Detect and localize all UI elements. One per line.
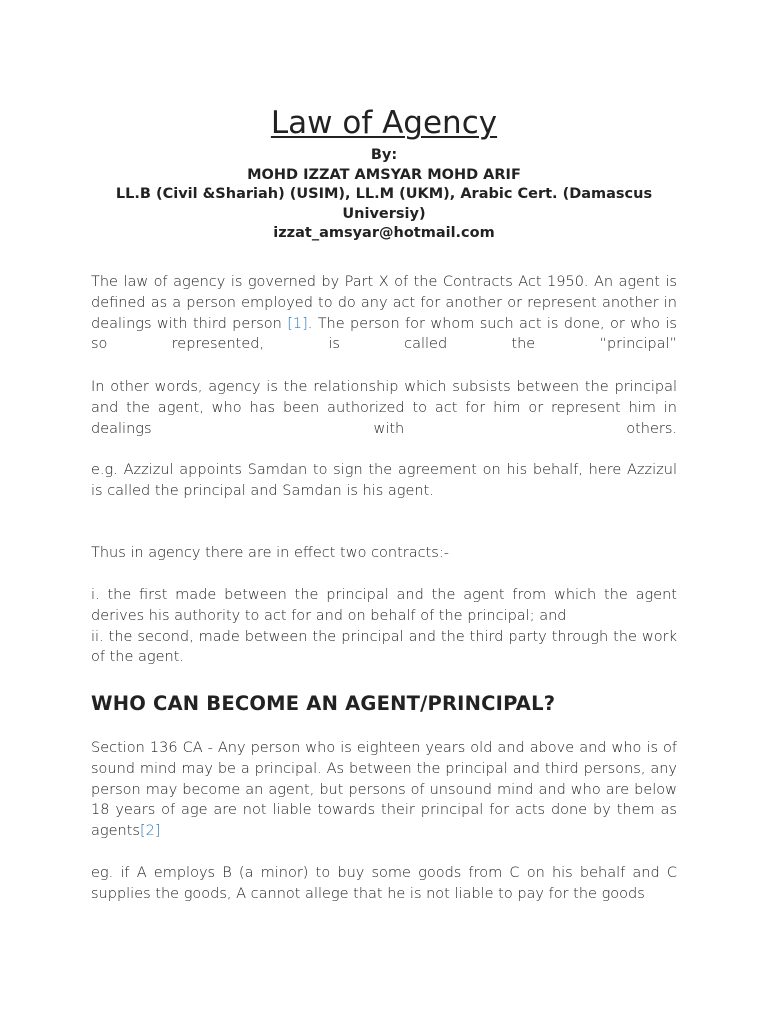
- paragraph-two-contracts: Thus in agency there are in effect two contracts:-: [91, 545, 449, 561]
- by-label: By:: [370, 147, 398, 163]
- list-item: ii. the second, made between the principal and the third party through the work of the agent.: [91, 628, 677, 666]
- contracts-list: [91, 585, 677, 668]
- paragraph-definition-text: The law of agency is governed by Part X of the Contracts Act 1950. An agent is defined as a person employed to do any act for another or represent another in dealings with third person: [91, 274, 677, 332]
- paragraph-definition: [91, 272, 677, 355]
- document-title: Law of Agency: [270, 105, 498, 141]
- paragraph-definition-text-cont: . The person for whom such act is done, or who is so represented, is called the “principal”: [91, 315, 677, 353]
- paragraph-minor-example: eg. if A employs B (a minor) to buy some goods from C on his behalf and C supplies the goods, A cannot allege that he is not liable to pay for the goods: [91, 865, 677, 902]
- author-email: izzat_amsyar@hotmail.com: [273, 225, 495, 241]
- paragraph-example: e.g. Azzizul appoints Samdan to sign the agreement on his behalf, here Azzizul is called the principal and Samdan is his agent.: [91, 462, 677, 499]
- paragraph-section-136: [91, 738, 677, 842]
- footnote-ref-2[interactable]: [2]: [139, 823, 161, 840]
- author-credentials: LL.B (Civil &Shariah) (USIM), LL.M (UKM), Arabic Cert. (Damascus Universiy): [115, 186, 653, 222]
- section-heading: WHO CAN BECOME AN AGENT/PRINCIPAL?: [91, 692, 556, 715]
- paragraph-section-136-text: Section 136 CA - Any person who is eighteen years old and above and who is of sound mind may be a principal. As between the principal and third persons, any person may become an agent, but persons of unsound mind and who are below 18 years of age are not liable towards their principal for acts done by them as agents: [91, 740, 677, 840]
- list-item: i. the first made between the principal and the agent from which the agent derives his authority to act for and on behalf of the principal; and: [91, 587, 677, 624]
- author-name: MOHD IZZAT AMSYAR MOHD ARIF: [247, 166, 521, 183]
- footnote-ref-1[interactable]: [1]: [287, 315, 308, 332]
- author-block: [95, 146, 673, 244]
- paragraph-other-words: In other words, agency is the relationship which subsists between the principal and the agent, who has been authorized to act for him or represent him in dealings with others.: [91, 379, 677, 437]
